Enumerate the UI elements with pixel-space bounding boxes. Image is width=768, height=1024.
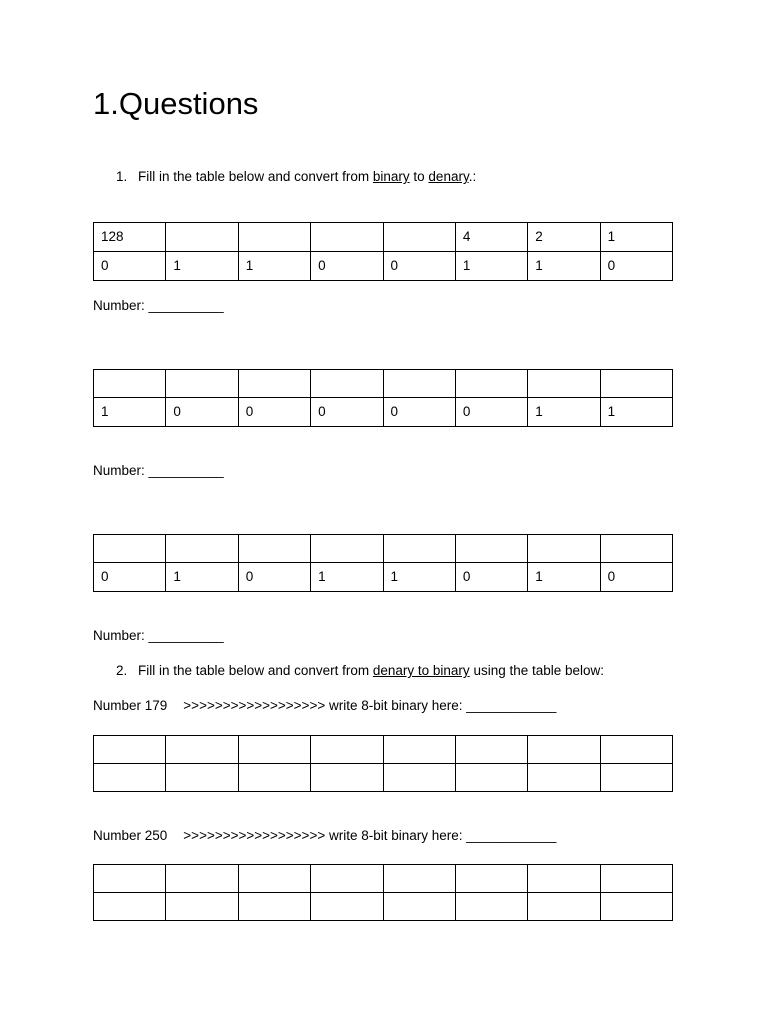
table-cell[interactable] [238,893,310,921]
table-cell[interactable] [238,736,310,764]
number-answer-3[interactable]: Number: __________ [93,628,224,643]
table-cell[interactable] [528,865,600,893]
table-cell[interactable]: 0 [94,252,166,281]
table-row [94,893,673,921]
table-cell[interactable]: 0 [238,563,310,592]
table-cell[interactable] [455,535,527,563]
table-cell[interactable]: 4 [455,223,527,252]
table-cell[interactable] [383,535,455,563]
table-cell[interactable]: 0 [600,252,672,281]
table-cell[interactable] [600,764,672,792]
conversion-prompt-1 [93,697,556,715]
number-answer-2[interactable]: Number: __________ [93,463,224,478]
table-cell[interactable]: 0 [311,398,383,427]
table-cell[interactable] [166,223,238,252]
table-cell[interactable]: 1 [383,563,455,592]
table-cell[interactable] [383,736,455,764]
page-title: 1.Questions [93,86,259,121]
question-2-number: 2. [116,663,128,678]
table-cell[interactable]: 0 [383,252,455,281]
table-cell[interactable] [383,223,455,252]
table-cell[interactable] [166,893,238,921]
table-cell[interactable]: 1 [166,252,238,281]
table-cell[interactable] [94,764,166,792]
table-cell[interactable] [528,893,600,921]
table-cell[interactable] [166,865,238,893]
table-cell[interactable]: 1 [455,252,527,281]
table-cell[interactable] [383,764,455,792]
table-row-bits [94,398,673,427]
table-cell[interactable]: 0 [455,563,527,592]
table-cell[interactable] [455,865,527,893]
table-cell[interactable]: 1 [166,563,238,592]
table-cell[interactable] [311,535,383,563]
table-cell[interactable]: 0 [166,398,238,427]
table-cell[interactable] [455,370,527,398]
table-cell[interactable] [311,764,383,792]
table-cell[interactable]: 1 [528,398,600,427]
conversion-number-label: Number 179 [93,698,168,713]
table-cell[interactable] [383,370,455,398]
question-1-text [116,168,476,186]
question-1-text-before: Fill in the table below and convert from [138,169,373,184]
binary-answer-table-1 [93,735,673,792]
table-cell[interactable] [311,736,383,764]
table-cell[interactable] [528,370,600,398]
table-cell[interactable] [166,535,238,563]
conversion-number-label: Number 250 [93,828,168,843]
table-row [94,764,673,792]
table-cell[interactable] [94,535,166,563]
table-cell[interactable] [166,736,238,764]
conversion-prompt-2 [93,827,556,845]
table-cell[interactable]: 0 [600,563,672,592]
table-cell[interactable]: 0 [94,563,166,592]
table-cell[interactable] [238,764,310,792]
question-1-text-mid: to [409,169,429,184]
question-1-number: 1. [116,169,128,184]
denary-link[interactable]: denary [428,169,469,184]
table-cell[interactable] [455,736,527,764]
table-cell[interactable]: 1 [311,563,383,592]
table-cell[interactable]: 1 [600,223,672,252]
table-cell[interactable] [383,893,455,921]
conversion-answer-blank[interactable]: >>>>>>>>>>>>>>>>>> write 8-bit binary here: ____________ [183,698,557,713]
table-row-bits [94,252,673,281]
table-cell[interactable] [94,370,166,398]
table-cell[interactable] [528,736,600,764]
table-row-bits [94,563,673,592]
table-cell[interactable]: 1 [238,252,310,281]
table-cell[interactable]: 0 [383,398,455,427]
table-cell[interactable] [166,764,238,792]
table-cell[interactable] [455,764,527,792]
table-row-place-values [94,370,673,398]
table-row [94,736,673,764]
table-cell[interactable] [311,893,383,921]
table-cell[interactable] [311,865,383,893]
table-cell[interactable] [311,370,383,398]
table-cell[interactable] [238,535,310,563]
table-row-place-values [94,535,673,563]
table-cell[interactable] [94,736,166,764]
denary-to-binary-link[interactable]: denary to binary [372,663,470,678]
table-cell[interactable]: 0 [455,398,527,427]
table-cell[interactable]: 128 [94,223,166,252]
table-row-place-values [94,223,673,252]
number-answer-1[interactable]: Number: __________ [93,298,224,313]
table-cell[interactable] [311,223,383,252]
table-cell[interactable]: 0 [238,398,310,427]
table-cell[interactable] [238,223,310,252]
table-cell[interactable] [94,865,166,893]
question-2-text-after: using the table below: [469,663,605,678]
binary-answer-table-2 [93,864,673,921]
binary-link[interactable]: binary [372,169,410,184]
table-cell[interactable]: 1 [528,563,600,592]
table-cell[interactable] [238,865,310,893]
table-row [94,865,673,893]
table-cell[interactable] [600,893,672,921]
table-cell[interactable]: 0 [311,252,383,281]
table-cell[interactable]: 1 [94,398,166,427]
table-cell[interactable] [600,865,672,893]
table-cell[interactable] [383,865,455,893]
table-cell[interactable] [94,893,166,921]
binary-table-3 [93,534,673,592]
table-cell[interactable] [528,764,600,792]
table-cell[interactable] [455,893,527,921]
table-cell[interactable] [238,370,310,398]
binary-table-1 [93,222,673,281]
table-cell[interactable] [600,370,672,398]
binary-table-2 [93,369,673,427]
conversion-answer-blank[interactable]: >>>>>>>>>>>>>>>>>> write 8-bit binary here: ____________ [183,828,557,843]
table-cell[interactable]: 1 [528,252,600,281]
table-cell[interactable] [166,370,238,398]
question-2-text-before: Fill in the table below and convert from [138,663,373,678]
table-cell[interactable] [600,736,672,764]
question-2-text [116,662,604,680]
table-cell[interactable]: 1 [600,398,672,427]
table-cell[interactable] [600,535,672,563]
table-cell[interactable] [528,535,600,563]
table-cell[interactable]: 2 [528,223,600,252]
question-1-text-after: .: [468,169,477,184]
